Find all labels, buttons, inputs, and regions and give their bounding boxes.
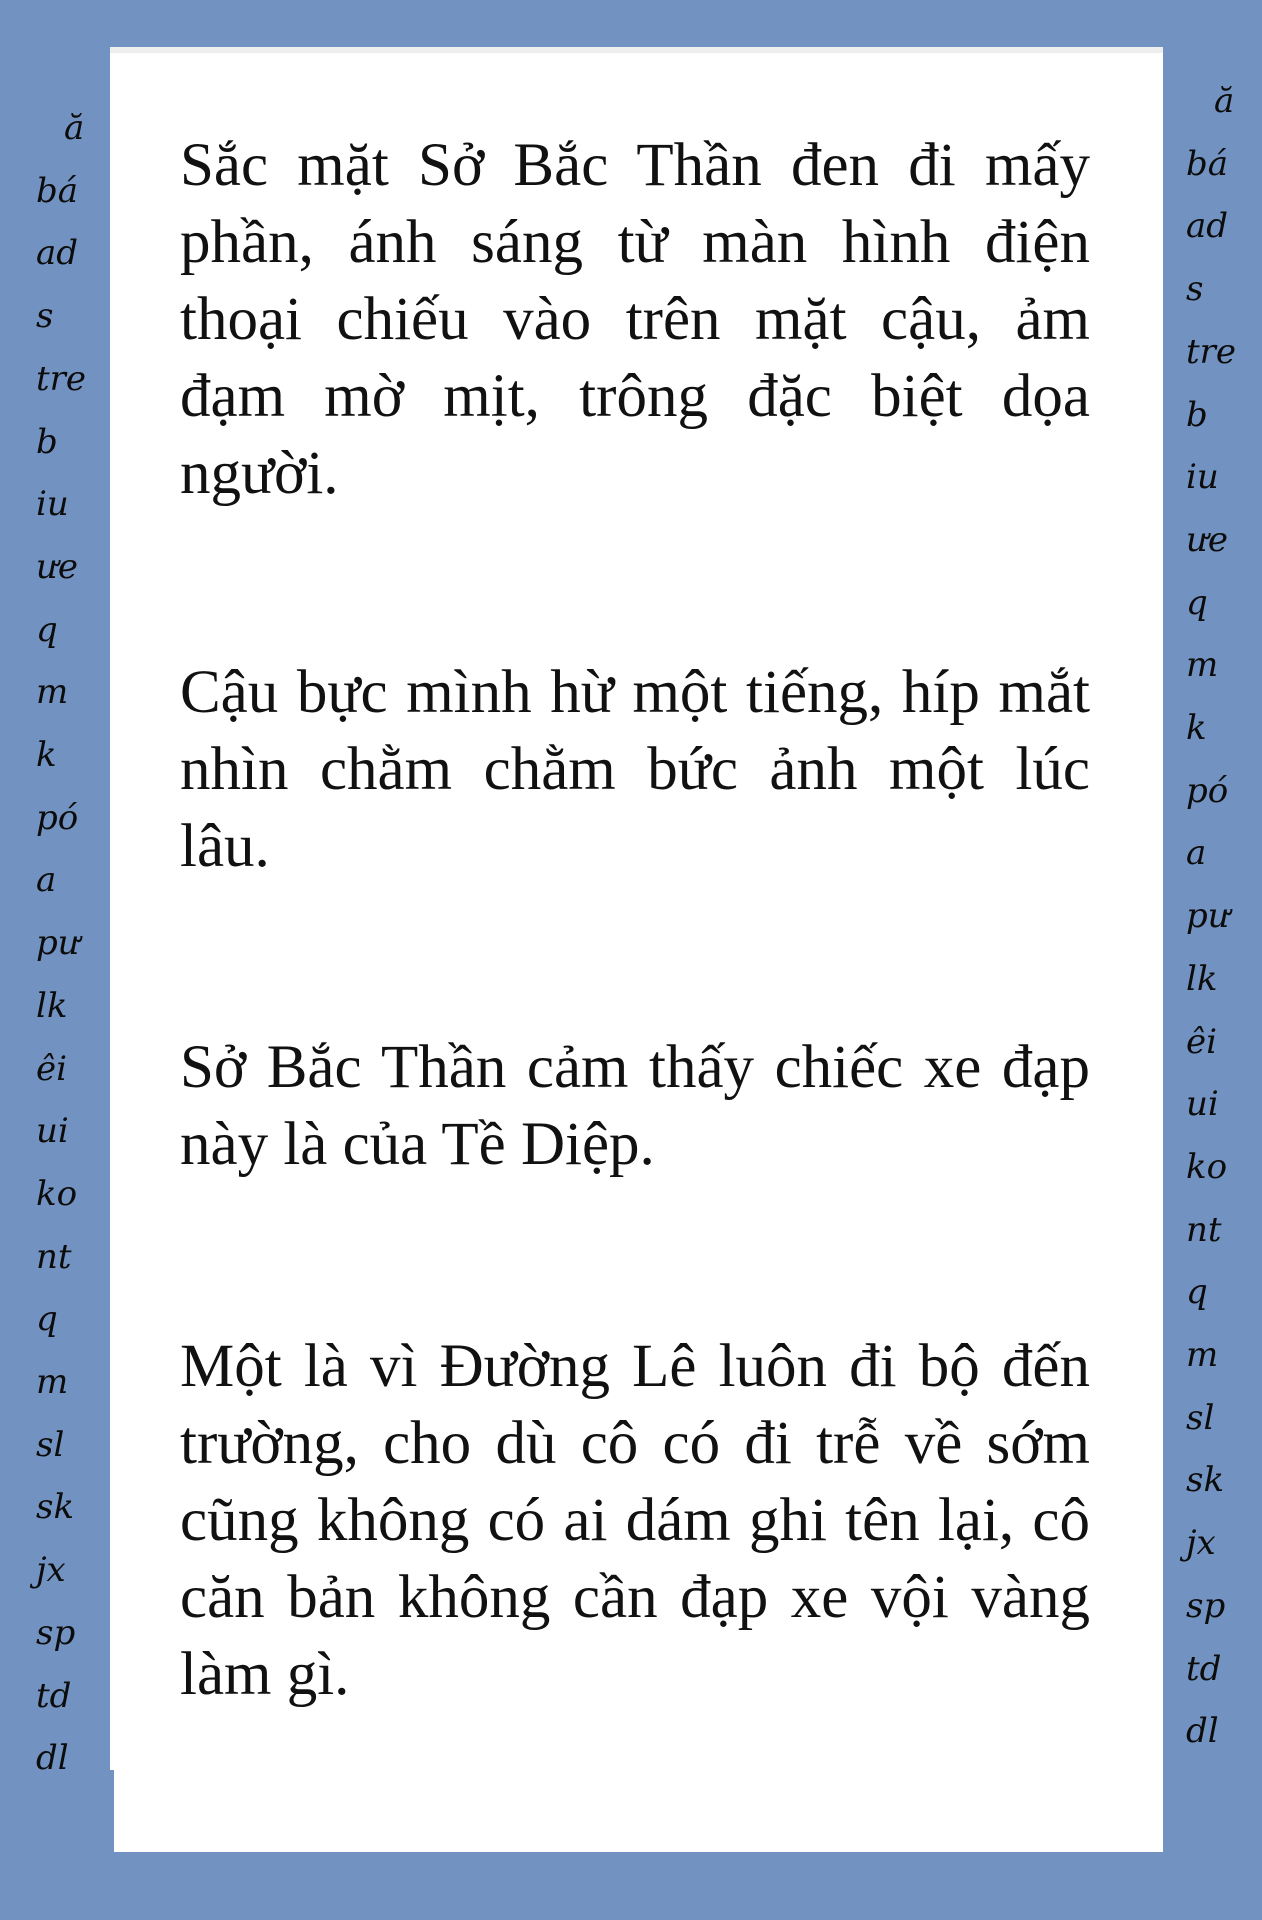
watermark-right-item: q xyxy=(1186,1272,1208,1313)
watermark-left-item: pó xyxy=(36,797,79,838)
watermark-left-item: nt xyxy=(36,1236,72,1277)
watermark-right-item: ko xyxy=(1186,1146,1228,1187)
watermark-left-item: ad xyxy=(36,233,79,274)
watermark-right-item: m xyxy=(1186,1335,1219,1376)
watermark-left-item: k xyxy=(36,735,57,776)
watermark-right-item: ad xyxy=(1186,206,1229,247)
watermark-right-item: k xyxy=(1186,708,1207,749)
watermark-right-item: pó xyxy=(1186,770,1229,811)
watermark-right-item: ă xyxy=(1214,81,1235,121)
watermark-right-item: sk xyxy=(1186,1460,1225,1501)
watermark-right-item: ưe xyxy=(1186,519,1229,560)
watermark-left-item: m xyxy=(36,1362,69,1403)
page-edge-notch xyxy=(110,1770,114,1852)
watermark-left-item: tre xyxy=(36,358,87,399)
watermark-right-item: dl xyxy=(1186,1711,1219,1752)
paragraph-4: Một là vì Đường Lê luôn đi bộ đến trường, cho dù cô có đi trễ về sớm cũng không có ai dám ghi tên lại, cô căn bản không cần đạp xe vội vàng làm gì. xyxy=(180,1333,1090,1708)
watermark-right-item: q xyxy=(1186,582,1208,623)
watermark-left-item: ko xyxy=(36,1173,78,1214)
watermark-right-item: nt xyxy=(1186,1209,1222,1250)
watermark-left-item: êi xyxy=(36,1048,67,1089)
page-sheet xyxy=(110,47,1163,1852)
watermark-right-item: b xyxy=(1186,394,1208,435)
watermark-right-item: pư xyxy=(1186,896,1230,937)
watermark-left-item: jx xyxy=(36,1550,66,1591)
watermark-left-item: ưe xyxy=(36,546,79,587)
watermark-right-item: sl xyxy=(1186,1397,1215,1438)
story-text xyxy=(180,127,1090,1713)
paragraph-3: Sở Bắc Thần cảm thấy chiếc xe đạp này là của Tề Diệp. xyxy=(180,1034,1090,1178)
watermark-left-item: td xyxy=(36,1675,72,1716)
paragraph-2: Cậu bực mình hừ một tiếng, híp mắt nhìn chằm chằm bức ảnh một lúc lâu. xyxy=(180,659,1090,880)
watermark-left-item: s xyxy=(36,296,54,337)
watermark-right-item: ui xyxy=(1186,1084,1219,1125)
watermark-left-item: ui xyxy=(36,1111,69,1152)
watermark-right-item: tre xyxy=(1186,331,1237,372)
watermark-left-item: iu xyxy=(36,484,69,525)
watermark-left-item: dl xyxy=(36,1738,69,1779)
watermark-right-item: iu xyxy=(1186,457,1219,498)
watermark-column-left xyxy=(36,97,86,1790)
watermark-left-item: bá xyxy=(36,170,79,211)
watermark-right-item: lk xyxy=(1186,958,1218,999)
watermark-right-item: jx xyxy=(1186,1523,1216,1564)
watermark-left-item: q xyxy=(36,609,58,650)
watermark-right-item: bá xyxy=(1186,143,1229,184)
watermark-left-item: m xyxy=(36,672,69,713)
watermark-right-item: a xyxy=(1186,833,1207,874)
watermark-left-item: lk xyxy=(36,985,68,1026)
watermark-left-item: ă xyxy=(64,108,85,148)
watermark-left-item: a xyxy=(36,860,57,901)
watermark-column-right xyxy=(1186,70,1236,1763)
watermark-left-item: q xyxy=(36,1299,58,1340)
watermark-right-item: s xyxy=(1186,269,1204,310)
paragraph-1: Sắc mặt Sở Bắc Thần đen đi mấy phần, ánh sáng từ màn hình điện thoại chiếu vào trên mặt cậu, ảm đạm mờ mịt, trông đặc biệt dọa người. xyxy=(180,132,1090,507)
watermark-left-item: sk xyxy=(36,1487,75,1528)
watermark-left-item: pư xyxy=(36,923,80,964)
watermark-right-item: td xyxy=(1186,1648,1222,1689)
watermark-left-item: sp xyxy=(36,1612,76,1653)
watermark-right-item: m xyxy=(1186,645,1219,686)
watermark-right-item: sp xyxy=(1186,1585,1226,1626)
watermark-right-item: êi xyxy=(1186,1021,1217,1062)
watermark-left-item: b xyxy=(36,421,58,462)
watermark-left-item: sl xyxy=(36,1424,65,1465)
